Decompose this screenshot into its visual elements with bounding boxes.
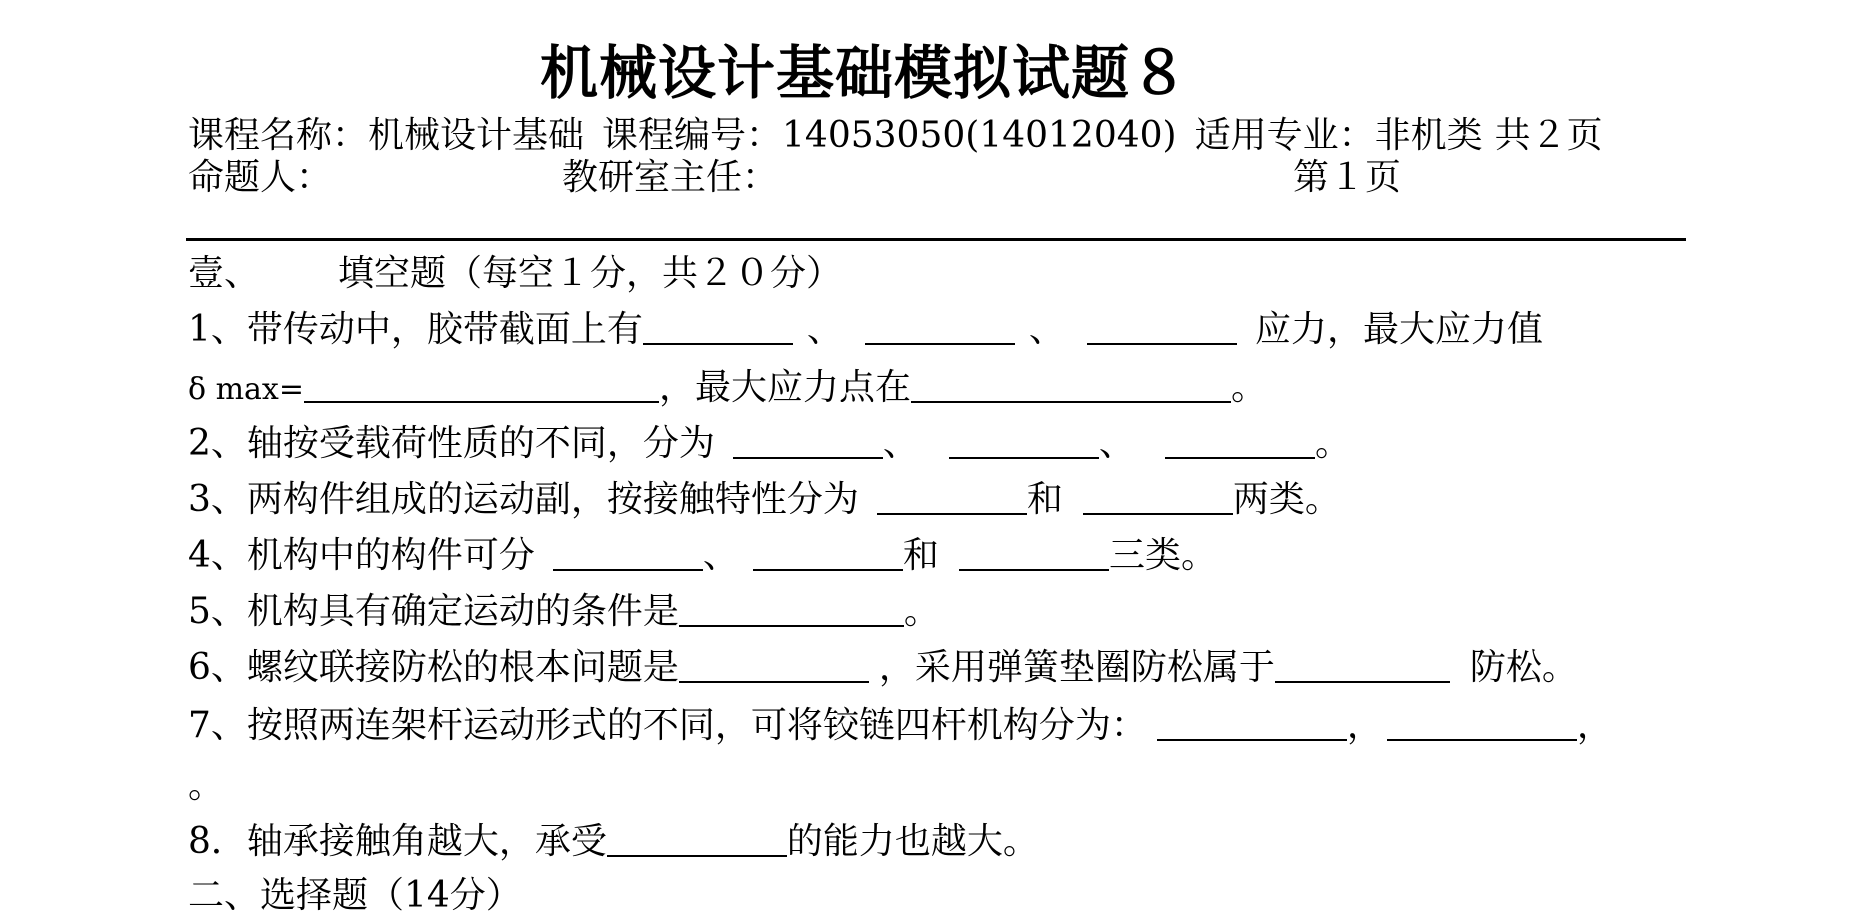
- answer-blank: [1165, 427, 1315, 459]
- question-2: [188, 423, 1351, 464]
- question-1-line-1: [188, 309, 1543, 350]
- answer-blank: [643, 313, 793, 345]
- question-3-text: 3、两构件组成的运动副，按接触特性分为: [188, 479, 859, 520]
- answer-blank: [865, 313, 1015, 345]
- section1-number: 壹、: [188, 253, 261, 294]
- question-1-text-d: ，最大应力点在: [659, 367, 912, 408]
- question-6-text: 6、螺纹联接防松的根本问题是: [188, 647, 679, 688]
- period: 。: [188, 765, 225, 806]
- question-4-end: 三类。: [1108, 535, 1217, 576]
- total-pages: 共２页: [1494, 115, 1603, 156]
- question-1-line-2: [188, 367, 1268, 408]
- period: 。: [1231, 367, 1268, 408]
- exam-title: 机械设计基础模拟试题８: [540, 39, 1190, 107]
- conjunction: 和: [1026, 479, 1063, 520]
- question-7-continuation: [188, 765, 225, 806]
- question-8: [188, 821, 1039, 862]
- question-6-end: 防松。: [1469, 647, 1578, 688]
- answer-blank: [1275, 651, 1450, 683]
- director-label: 教研室主任：: [562, 157, 779, 198]
- separator: 、: [702, 535, 739, 576]
- author-label: 命题人：: [188, 157, 333, 198]
- question-4-text: 4、机构中的构件可分: [188, 535, 535, 576]
- section2-heading: [188, 875, 522, 916]
- applicable-major: 适用专业：非机类: [1194, 115, 1483, 156]
- course-name: 课程名称：机械设计基础: [188, 115, 585, 156]
- answer-blank: [753, 539, 903, 571]
- separator: 、: [1028, 309, 1065, 350]
- page-number: 第１页: [1293, 157, 1402, 198]
- answer-blank: [1157, 709, 1347, 741]
- answer-blank: [1387, 709, 1577, 741]
- answer-blank: [679, 595, 904, 627]
- question-7: [188, 705, 1613, 746]
- separator: 、: [882, 423, 919, 464]
- answer-blank: [304, 371, 659, 403]
- author-info-row: [188, 157, 1402, 198]
- section1-title: 填空题（每空１分，共２０分）: [338, 253, 843, 294]
- question-7-text: 7、按照两连架杆运动形式的不同，可将铰链四杆机构分为：: [188, 705, 1147, 746]
- course-info-row: [188, 115, 1603, 156]
- answer-blank: [607, 825, 787, 857]
- answer-blank: [949, 427, 1099, 459]
- separator: 、: [806, 309, 843, 350]
- separator: ，: [1576, 705, 1613, 746]
- answer-blank: [959, 539, 1109, 571]
- question-8-text: 8．轴承接触角越大，承受: [188, 821, 607, 862]
- question-1-text-b: 应力，最大应力值: [1254, 309, 1543, 350]
- answer-blank: [553, 539, 703, 571]
- question-1-text: 1、带传动中，胶带截面上有: [188, 309, 643, 350]
- question-8-end: 的能力也越大。: [786, 821, 1039, 862]
- answer-blank: [679, 651, 869, 683]
- question-6-text-b: ，采用弹簧垫圈防松属于: [878, 647, 1275, 688]
- question-6: [188, 647, 1578, 688]
- section1-heading: [188, 253, 843, 294]
- answer-blank: [1087, 313, 1237, 345]
- period: 。: [903, 591, 940, 632]
- question-5-text: 5、机构具有确定运动的条件是: [188, 591, 679, 632]
- answer-blank: [1083, 483, 1233, 515]
- period: 。: [1314, 423, 1351, 464]
- conjunction: 和: [902, 535, 939, 576]
- separator: ，: [1346, 705, 1383, 746]
- header-divider: [186, 238, 1686, 241]
- separator: 、: [1098, 423, 1135, 464]
- answer-blank: [877, 483, 1027, 515]
- answer-blank: [911, 371, 1231, 403]
- answer-blank: [733, 427, 883, 459]
- delta-max-label: δ max=: [188, 372, 304, 407]
- question-3: [188, 479, 1341, 520]
- question-3-end: 两类。: [1232, 479, 1341, 520]
- question-4: [188, 535, 1217, 576]
- question-2-text: 2、轴按受载荷性质的不同，分为: [188, 423, 715, 464]
- course-code: 课程编号：14053050(14012040): [602, 115, 1177, 156]
- question-5: [188, 591, 940, 632]
- section2-title: 二、选择题（14分）: [188, 875, 522, 916]
